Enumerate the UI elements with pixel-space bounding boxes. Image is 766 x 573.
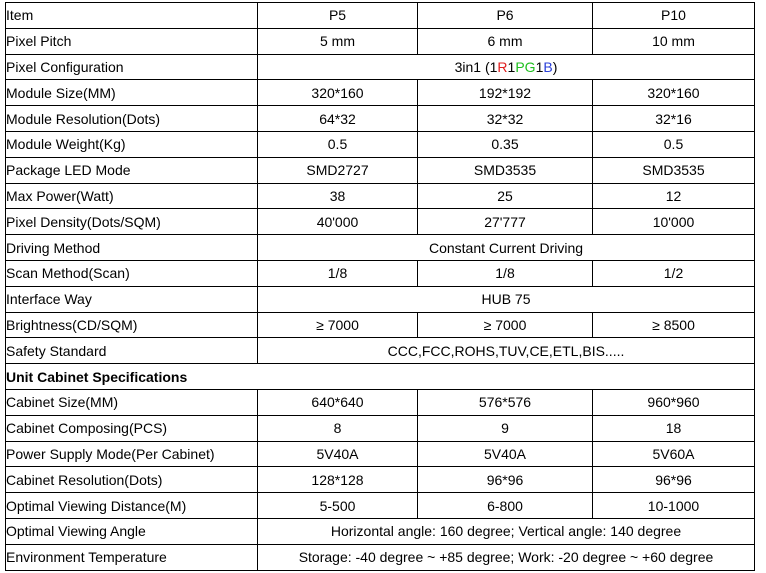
cell-p6: 9 <box>418 415 593 441</box>
row-label: Optimal Viewing Angle <box>6 518 258 544</box>
row-label: Cabinet Size(MM) <box>6 389 258 415</box>
table-row <box>6 467 755 493</box>
cell-p10: 12 <box>593 183 755 209</box>
table-row <box>6 106 755 132</box>
row-label: Cabinet Composing(PCS) <box>6 415 258 441</box>
cell-merged: CCC,FCC,ROHS,TUV,CE,ETL,BIS..... <box>258 338 755 364</box>
table-row <box>6 80 755 106</box>
header-item: Item <box>6 3 258 29</box>
table-row <box>6 235 755 261</box>
cell-p10: 1/2 <box>593 260 755 286</box>
cell-p6: 32*32 <box>418 106 593 132</box>
row-label: Interface Way <box>6 286 258 312</box>
cell-p10: 0.5 <box>593 131 755 157</box>
cell-p10: 18 <box>593 415 755 441</box>
header-p10: P10 <box>593 3 755 29</box>
row-label: Driving Method <box>6 235 258 261</box>
row-label: Safety Standard <box>6 338 258 364</box>
config-text: ) <box>552 58 558 75</box>
cell-p5: 320*160 <box>258 80 418 106</box>
cell-p6: 0.35 <box>418 131 593 157</box>
cell-p6: 25 <box>418 183 593 209</box>
cell-p10: 10'000 <box>593 209 755 235</box>
cell-p6: 6 mm <box>418 28 593 54</box>
cell-p6: 27'777 <box>418 209 593 235</box>
cell-p6: 192*192 <box>418 80 593 106</box>
cell-merged: HUB 75 <box>258 286 755 312</box>
table-row <box>6 209 755 235</box>
cell-p10: 960*960 <box>593 389 755 415</box>
table-row <box>6 544 755 570</box>
cell-p6: 6-800 <box>418 493 593 519</box>
cell-p5: 8 <box>258 415 418 441</box>
row-label: Environment Temperature <box>6 544 258 570</box>
table-row <box>6 415 755 441</box>
table-row <box>6 312 755 338</box>
cell-p10: SMD3535 <box>593 157 755 183</box>
row-label: Module Size(MM) <box>6 80 258 106</box>
row-label: Brightness(CD/SQM) <box>6 312 258 338</box>
cell-p6: 576*576 <box>418 389 593 415</box>
cell-p5: 40'000 <box>258 209 418 235</box>
config-text: 3in1 (1 <box>454 58 498 75</box>
header-p6: P6 <box>418 3 593 29</box>
cell-p5: 5-500 <box>258 493 418 519</box>
table-row <box>6 54 755 80</box>
cell-p5: 5 mm <box>258 28 418 54</box>
config-blue: B <box>543 58 553 75</box>
cell-p6: ≥ 7000 <box>418 312 593 338</box>
table-row <box>6 28 755 54</box>
cell-p6: 5V40A <box>418 441 593 467</box>
cell-p10: ≥ 8500 <box>593 312 755 338</box>
row-label: Max Power(Watt) <box>6 183 258 209</box>
config-text: 1 <box>535 58 544 75</box>
cell-p10: 96*96 <box>593 467 755 493</box>
table-row <box>6 518 755 544</box>
cell-p5: 64*32 <box>258 106 418 132</box>
cell-p5: 5V40A <box>258 441 418 467</box>
row-label: Power Supply Mode(Per Cabinet) <box>6 441 258 467</box>
led-spec-table <box>5 2 755 571</box>
row-label: Pixel Pitch <box>6 28 258 54</box>
config-text: 1 <box>507 58 516 75</box>
table-row <box>6 3 755 29</box>
row-label: Pixel Configuration <box>6 54 258 80</box>
row-label: Scan Method(Scan) <box>6 260 258 286</box>
cell-p5: ≥ 7000 <box>258 312 418 338</box>
cell-merged: Storage: -40 degree ~ +85 degree; Work: -20 degree ~ +60 degree <box>258 544 755 570</box>
cell-p5: 128*128 <box>258 467 418 493</box>
row-label: Cabinet Resolution(Dots) <box>6 467 258 493</box>
table-row <box>6 286 755 312</box>
cell-p5: 640*640 <box>258 389 418 415</box>
table-row <box>6 157 755 183</box>
cell-p10: 5V60A <box>593 441 755 467</box>
cell-p10: 320*160 <box>593 80 755 106</box>
cell-p6: 96*96 <box>418 467 593 493</box>
row-label: Module Weight(Kg) <box>6 131 258 157</box>
cell-p10: 10 mm <box>593 28 755 54</box>
table-row <box>6 260 755 286</box>
cell-p6: 1/8 <box>418 260 593 286</box>
table-row <box>6 389 755 415</box>
row-label: Package LED Mode <box>6 157 258 183</box>
table-row <box>6 131 755 157</box>
row-label: Pixel Density(Dots/SQM) <box>6 209 258 235</box>
row-label: Optimal Viewing Distance(M) <box>6 493 258 519</box>
config-red: R <box>497 58 508 75</box>
cell-merged: Constant Current Driving <box>258 235 755 261</box>
table-row <box>6 338 755 364</box>
cell-merged <box>258 54 755 80</box>
cell-p5: 38 <box>258 183 418 209</box>
cell-p5: SMD2727 <box>258 157 418 183</box>
cell-p10: 32*16 <box>593 106 755 132</box>
table-row <box>6 441 755 467</box>
cell-merged: Horizontal angle: 160 degree; Vertical angle: 140 degree <box>258 518 755 544</box>
row-label: Module Resolution(Dots) <box>6 106 258 132</box>
cell-p5: 1/8 <box>258 260 418 286</box>
cell-p6: SMD3535 <box>418 157 593 183</box>
cell-p10: 10-1000 <box>593 493 755 519</box>
section-heading: Unit Cabinet Specifications <box>6 364 755 390</box>
config-pure-green: PG <box>515 58 536 75</box>
table-row <box>6 183 755 209</box>
cell-p5: 0.5 <box>258 131 418 157</box>
table-row <box>6 493 755 519</box>
table-row <box>6 364 755 390</box>
header-p5: P5 <box>258 3 418 29</box>
